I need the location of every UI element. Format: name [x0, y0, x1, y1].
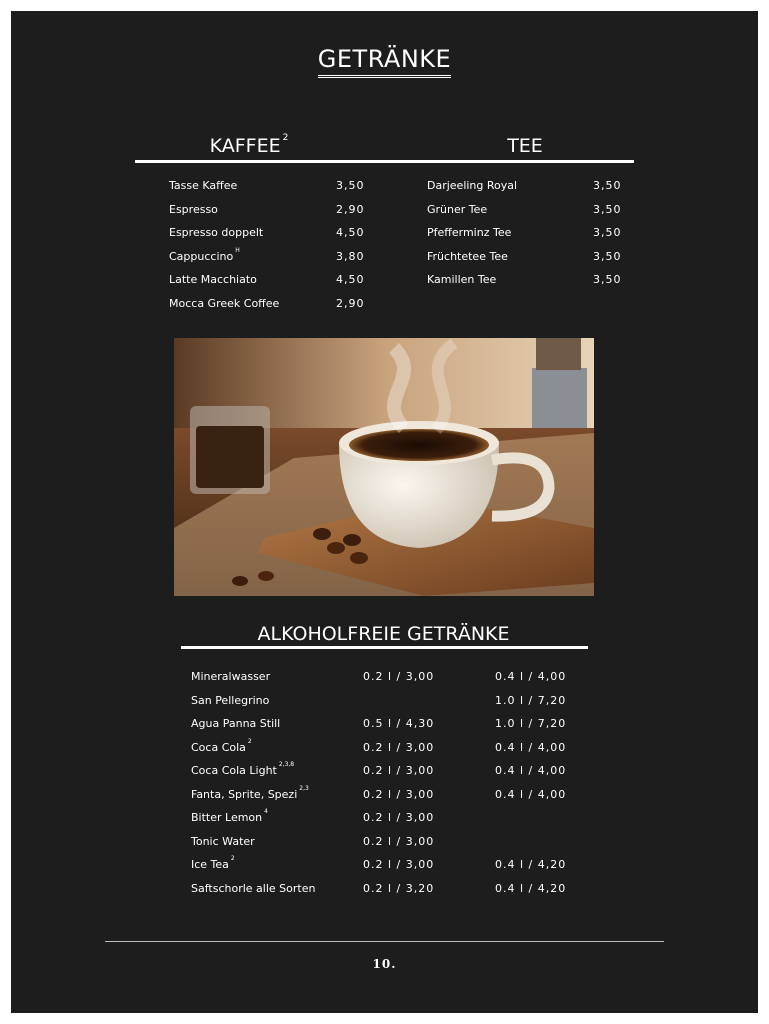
tee-item-price: 3,50 [593, 202, 622, 216]
kaffee-item-price: 4,50 [336, 226, 365, 239]
drink-item-name: Fanta, Sprite, Spezi $^{2,3}$ [191, 784, 309, 801]
tee-item-name: Kamillen Tee [427, 273, 497, 286]
drink-item-name: San Pellegrino [191, 693, 270, 707]
drink-item-small-price: 0.2 l / 3,00 [363, 764, 435, 777]
kaffee-item-name: Latte Macchiato [169, 273, 257, 286]
drink-item-small-price: 0.2 l / 3,00 [363, 670, 435, 683]
footnote-marker: 2 [230, 855, 235, 862]
footnote-marker: 2 [247, 737, 252, 745]
tee-item-price: 3,50 [593, 179, 622, 192]
tee-item-name: Darjeeling Royal [427, 179, 518, 192]
drink-item-large-price: 0.4 l / 4,00 [495, 787, 567, 801]
footnote-marker: 2,3 [299, 784, 309, 792]
kaffee-item-price: 3,50 [336, 179, 365, 192]
drink-item-name: Saftschorle alle Sorten [191, 881, 316, 895]
kaffee-item-price: 2,90 [336, 202, 365, 216]
drink-item-name: Tonic Water [191, 834, 255, 848]
footer-divider [105, 941, 664, 942]
drink-item-small-price: 0.2 l / 3,20 [363, 881, 435, 895]
drink-item-small-price: 0.2 l / 3,00 [363, 811, 435, 824]
kaffee-item-name: Cappuccino $^H$ [169, 246, 240, 263]
drink-item-large-price: 1.0 l / 7,20 [495, 693, 567, 707]
section-divider [135, 160, 634, 163]
drink-item-small-price: 0.2 l / 3,00 [363, 740, 435, 754]
drink-item-small-price: 0.2 l / 3,00 [363, 787, 435, 801]
drink-item-large-price: 0.4 l / 4,00 [495, 740, 567, 754]
drink-item-name: Coca Cola Light $^{2,3,8}$ [191, 761, 295, 777]
alkoholfrei-heading: ALKOHOLFREIE GETRÄNKE [257, 623, 510, 645]
coffee-photo [174, 338, 594, 596]
tee-item-name: Pfefferminz Tee [427, 226, 512, 239]
drink-item-large-price: 0.4 l / 4,00 [495, 764, 567, 777]
kaffee-item-name: Espresso [169, 202, 218, 216]
drink-item-name: Bitter Lemon $^4$ [191, 808, 268, 824]
kaffee-item-name: Mocca Greek Coffee [169, 296, 280, 310]
menu-page [11, 11, 758, 1013]
drink-item-small-price: 0.2 l / 3,00 [363, 834, 435, 848]
drink-item-name: Ice Tea $^2$ [191, 855, 235, 871]
drink-item-name: Mineralwasser [191, 670, 271, 683]
footnote-marker: H [235, 246, 240, 254]
drink-item-large-price: 1.0 l / 7,20 [495, 717, 567, 730]
drink-item-large-price: 0.4 l / 4,00 [495, 670, 567, 683]
kaffee-item-price: 4,50 [336, 273, 365, 286]
kaffee-item-name: Tasse Kaffee [169, 179, 238, 192]
tee-item-price: 3,50 [593, 273, 622, 286]
tee-item-price: 3,50 [593, 226, 622, 239]
drink-item-small-price: 0.5 l / 4,30 [363, 717, 435, 730]
page-number: 10. [372, 957, 397, 971]
alkoholfrei-divider [181, 646, 588, 649]
tee-item-name: Früchtetee Tee [427, 249, 508, 263]
drink-item-large-price: 0.4 l / 4,20 [495, 858, 567, 871]
drink-item-small-price: 0.2 l / 3,00 [363, 858, 435, 871]
tee-item-price: 3,50 [593, 249, 622, 263]
kaffee-item-name: Espresso doppelt [169, 226, 264, 239]
kaffee-item-price: 3,80 [336, 249, 365, 263]
tee-item-name: Grüner Tee [427, 202, 488, 216]
drink-item-large-price: 0.4 l / 4,20 [495, 881, 567, 895]
kaffee-heading: KAFFEE $^2$ [209, 133, 289, 157]
footnote-marker: 2,3,8 [278, 761, 295, 768]
kaffee-item-price: 2,90 [336, 296, 365, 310]
drink-item-name: Agua Panna Still [191, 717, 281, 730]
page-title: GETRÄNKE [11, 45, 758, 78]
kaffee-heading-footnote: 2 [282, 133, 289, 143]
footnote-marker: 4 [264, 808, 268, 815]
tee-heading: TEE [507, 135, 543, 157]
drink-item-name: Coca Cola $^2$ [191, 737, 252, 754]
